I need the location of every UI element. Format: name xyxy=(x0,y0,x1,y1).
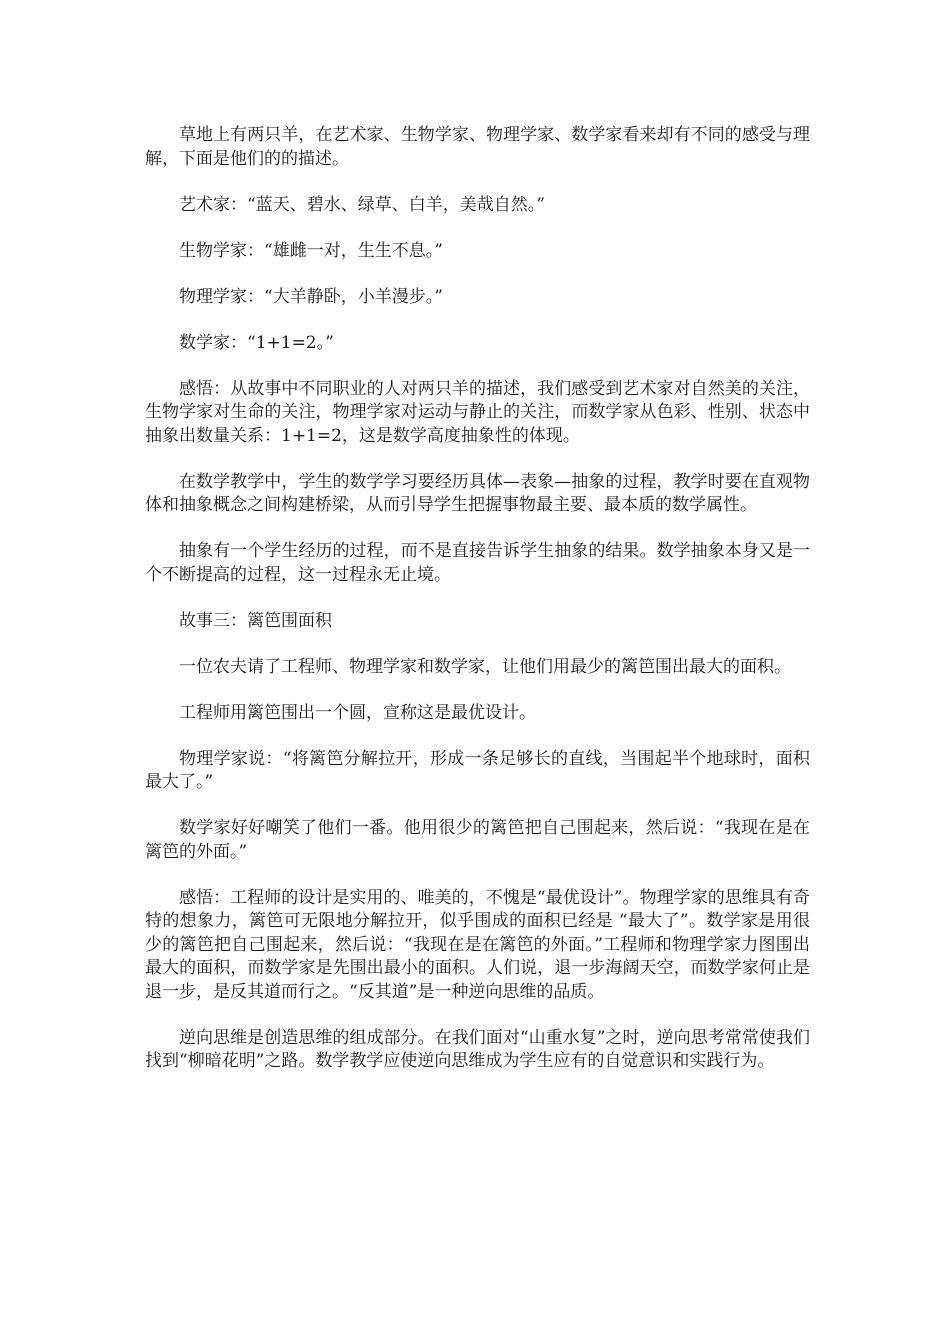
document-page xyxy=(145,124,810,1096)
paragraph-teaching: 在数学教学中，学生的数学学习要经历具体—表象—抽象的过程，教学时要在直观物体和抽象概念之间构建桥梁，从而引导学生把握事物最主要、最本质的数学属性。 xyxy=(145,471,810,515)
paragraph-mathematician-laughs: 数学家好好嘲笑了他们一番。他用很少的篱笆把自己围起来，然后说：“我现在是在篱笆的外面。” xyxy=(145,818,810,862)
paragraph-biologist: 生物学家：“雄雌一对，生生不息。” xyxy=(179,240,443,261)
paragraph-story-title: 故事三：篱笆围面积 xyxy=(179,610,332,631)
paragraph-mathematician: 数学家：“1+1=2。” xyxy=(179,332,334,353)
paragraph-artist: 艺术家：“蓝天、碧水、绿草、白羊，美哉自然。” xyxy=(179,194,545,215)
paragraph-reflection-2: 感悟：工程师的设计是实用的、唯美的，不愧是“最优设计”。物理学家的思维具有奇特的想象力，篱笆可无限地分解拉开，似乎围成的面积已经是 “最大了”。数学家是用很少的篱笆把自己围起来，然后说：“我现在是在篱笆的外面。”工程师和物理学家力图围出最大的面积，而数学家是先围出最小的面积。人们说，退一步海阔天空，而数学家何止是退一步，是反其道而行之。“反其道”是一种逆向思维的品质。 xyxy=(145,887,810,1002)
paragraph-physicist-says: 物理学家说：“将篱笆分解拉开，形成一条足够长的直线，当围起半个地球时，面积最大了。” xyxy=(145,748,810,792)
paragraph-physicist: 物理学家：“大羊静卧，小羊漫步。” xyxy=(179,286,443,307)
paragraph-reverse-thinking: 逆向思维是创造思维的组成部分。在我们面对“山重水复”之时，逆向思考常常使我们找到“柳暗花明”之路。数学教学应使逆向思维成为学生应有的自觉意识和实践行为。 xyxy=(145,1027,810,1071)
paragraph-reflection-1: 感悟：从故事中不同职业的人对两只羊的描述，我们感受到艺术家对自然美的关注，生物学家对生命的关注，物理学家对运动与静止的关注，而数学家从色彩、性别、状态中抽象出数量关系：1+1=2，这是数学高度抽象性的体现。 xyxy=(145,378,810,446)
paragraph-intro: 草地上有两只羊，在艺术家、生物学家、物理学家、数学家看来却有不同的感受与理解，下面是他们的的描述。 xyxy=(145,125,810,169)
paragraph-engineer: 工程师用篱笆围出一个圆，宣称这是最优设计。 xyxy=(179,702,536,723)
paragraph-abstraction: 抽象有一个学生经历的过程，而不是直接告诉学生抽象的结果。数学抽象本身又是一个不断提高的过程，这一过程永无止境。 xyxy=(145,541,810,585)
paragraph-farmer: 一位农夫请了工程师、物理学家和数学家，让他们用最少的篱笆围出最大的面积。 xyxy=(179,656,791,677)
